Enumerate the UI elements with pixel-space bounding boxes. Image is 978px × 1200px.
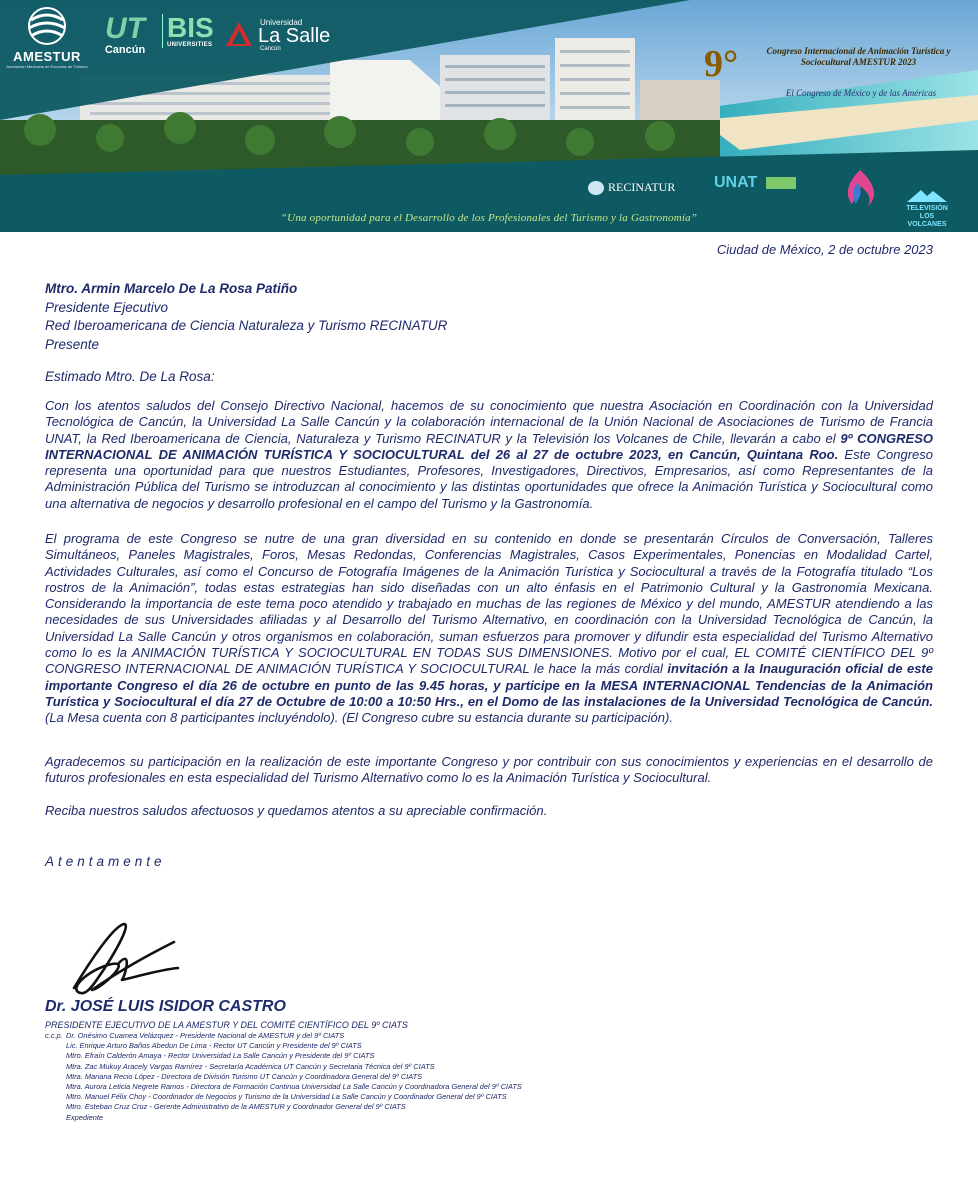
signer-title: PRESIDENTE EJECUTIVO DE LA AMESTUR Y DEL COMITÉ CIENTÍFICO DEL 9º CIATS [45,1020,408,1030]
closing-atentamente: Atentamente [45,854,166,869]
ccp-item: Lic. Enrique Arturo Baños Abedun De Lima - Rector UT Cancún y Presidente del 9º CIATS [66,1041,362,1051]
globe-icon [588,181,604,195]
unat-logo: UNAT [714,174,796,192]
volcano-icon [907,188,947,202]
amestur-logo: AMESTUR Asociación Mexicana de Escuelas de Turismo [6,6,88,69]
banner-slogan: “Una oportunidad para el Desarrollo de los Profesionales del Turismo y la Gastronomía” [280,212,698,224]
greeting: Estimado Mtro. De La Rosa: [45,369,215,384]
handwritten-signature [62,918,192,1000]
ccp-item: Mtro. Esteban Cruz Cruz - Gerente Administrativo de la AMESTUR y Coordinador General del 9º CIATS [66,1102,406,1112]
ciats-flame-icon [838,168,882,208]
header-banner: AMESTUR Asociación Mexicana de Escuelas de Turismo UT Cancún BIS UNIVERSITIES Universidad La Salle Cancún 9° Congreso Internacional de Animación Turística y Sociocultural AMESTUR 2023 El Congreso de México y de las Américas RECINATUR UNAT TELEVISIÓN LOS VOLCANES “Una oportunidad para el Desarrollo de los Profesionales del Turismo y la Gastronomía” [0,0,978,232]
signer-name: Dr. JOSÉ LUIS ISIDOR CASTRO [45,998,286,1015]
ccp-item: Expediente [66,1112,103,1122]
amestur-globe-icon [23,6,71,46]
letter-date: Ciudad de México, 2 de octubre 2023 [716,242,933,257]
recipient-role: Presidente Ejecutivo [45,299,169,315]
ut-cancun-logo: UT Cancún [104,12,146,56]
paragraph-3: Agradecemos su participación en la realización de este importante Congreso y por contribuir con sus conocimientos y experiencias en el desarrollo de futuros profesionales en esta especialidad del Turismo Alternativo como lo es la Animación Turística y Sociocultural. [45,754,933,786]
unat-badge-icon [766,177,796,189]
paragraph-1: Con los atentos saludos del Consejo Directivo Nacional, hacemos de su conocimiento que nuestra Asociación en Coordinación con la Universidad Tecnológica de Cancún, la Universidad La Salle Cancún y la colaboración internacional de la Unión Nacional de Asociaciones de Turismo de Francia UNAT, la Red Iberoamericana de Ciencia, Naturaleza y Turismo RECINATUR y la Televisión los Volcanes de Chile, llevarán a cabo el 9º CONGRESO INTERNACIONAL DE ANIMACIÓN TURÍSTICA Y SOCIOCULTURAL del 26 al 27 de octubre 2023, en Cancún, Quintana Roo. Este Congreso representa una oportunidad para que nuestros Estudiantes, Profesores, Investigadores, Directivos, Empresarios, así como Representantes de la Administración Pública del Turismo se introduzcan al conocimiento y las distintas oportunidades que ofrece la Animación Turística y Sociocultural como una alternativa de negocios y desarrollo profesional en el campo del Turismo y la Gastronomía. [45,398,933,511]
television-los-volcanes-logo: TELEVISIÓN LOS VOLCANES [900,188,954,229]
paragraph-4: Reciba nuestros saludos afectuosos y quedamos atentos a su apreciable confirmación. [45,803,548,818]
ccp-item: Mtra. Aurora Leticia Negrete Ramos - Directora de Formación Continua Universidad La Salle Cancún y Coordinadora General del 9º CIATS [66,1082,522,1092]
recipient-presente: Presente [45,336,100,352]
ccp-item: Mtro. Efraín Calderón Amaya - Rector Universidad La Salle Cancún y Presidente del 9º CIATS [66,1051,375,1061]
recipient-block [45,280,933,354]
ccp-item: Mtra. Mariana Recio López - Directora de División Turismo UT Cancún y Coordinadora General del 9º CIATS [66,1071,423,1081]
la-salle-logo: Universidad La Salle Cancún [224,18,334,52]
recipient-name: Mtro. Armin Marcelo De La Rosa Patiño [45,281,298,296]
ccp-item: Mtra. Zac Mukuy Aracely Vargas Ramírez - Secretaría Académica UT Cancún y Secretaria Técnica del 9º CIATS [66,1061,435,1071]
paragraph-2: El programa de este Congreso se nutre de una gran diversidad en su contenido en donde se presentarán Círculos de Conversación, Talleres Simultáneos, Paneles Magistrales, Foros, Mesas Redondas, Conferencias Magistrales, Casos Experimentales, Ponencias en Modalidad Cartel, Actividades Culturales, así como el Concurso de Fotografía Imágenes de la Animación Turística y Sociocultural a través de la Fotografía titulado “Los rostros de la Animación”, todas estas estrategias han sido diseñadas con un alto énfasis en el Patrimonio Cultural y la Gastronomía Mexicana. Considerando la importancia de este tema poco atendido y trabajado en muchas de las regiones de México y del mundo, AMESTUR atendiendo a las necesidades de sus Universidades afiliadas y al Desarrollo del Turismo Alternativo, en coordinación con la Universidad Tecnológica de Cancún, la Universidad La Salle Cancún y otros organismos en colaboración, suman esfuerzos para promover y difundir esta especialidad del Turismo Alternativo como lo es la ANIMACIÓN TURÍSTICA Y SOCIOCULTURAL EN TODAS SUS DIMENSIONES. Motivo por el cual, EL COMITÉ CIENTÍFICO DEL 9º CONGRESO INTERNACIONAL DE ANIMACIÓN TURÍSTICA Y SOCIOCULTURAL le hace la más cordial invitación a la Inauguración oficial de este importante Congreso el día 26 de octubre en punto de las 9.45 horas, y participe en la MESA INTERNACIONAL Tendencias de la Animación Turística y Sociocultural el día 27 de Octubre de 10:00 a 10:50 Hrs., en el Domo de las instalaciones de la Universidad Tecnológica de Cancún. (La Mesa cuenta con 8 participantes incluyéndolo). (El Congreso cubre su estancia durante su participación). [45,531,933,726]
ccp-list [45,1031,745,1123]
recipient-organization: Red Iberoamericana de Ciencia Naturaleza y Turismo RECINATUR [45,318,448,333]
recinatur-logo: RECINATUR [588,180,675,195]
ccp-item: Mtro. Manuel Félix Choy - Coordinador de Negocios y Turismo de la Universidad La Salle Cancún y Coordinador General del 9º CIATS [66,1092,507,1102]
ccp-item: c.c.p. Dr. Onésimo Cuamea Velázquez - Presidente Nacional de AMESTUR y del 9º CIATS [45,1031,345,1040]
la-salle-star-icon [224,20,254,48]
bis-universities-logo: BIS UNIVERSITIES [162,14,225,48]
